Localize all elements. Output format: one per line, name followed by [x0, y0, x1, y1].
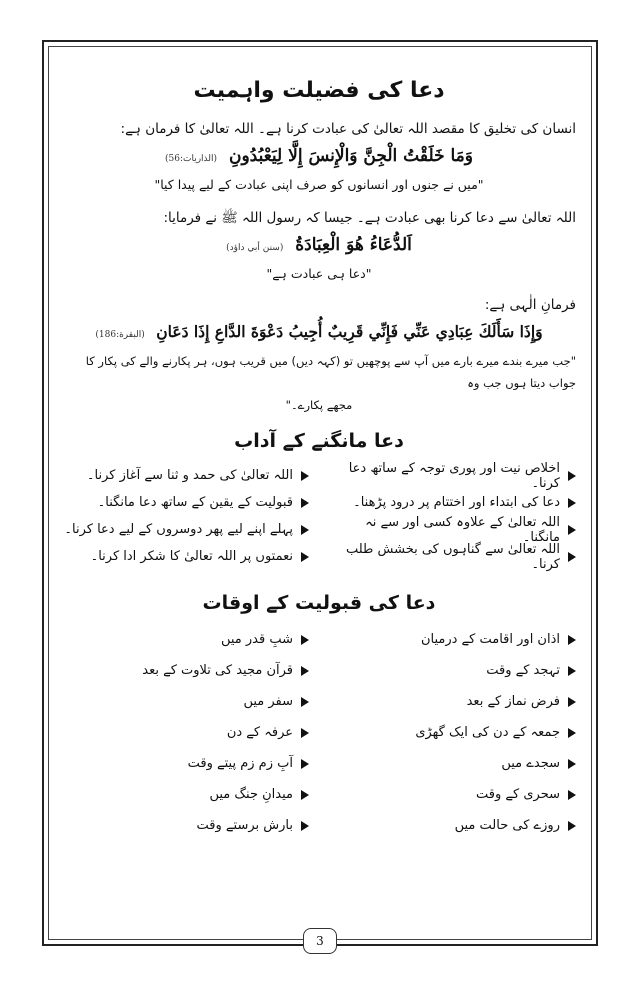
list-item: اللہ تعالیٰ کی حمد و ثنا سے آغاز کرنا۔: [62, 462, 309, 489]
list-item: دعا کی ابتداء اور اختتام پر درود پڑھنا۔: [329, 489, 576, 516]
list-item: بارش برستے وقت: [62, 810, 309, 841]
list-item: پہلے اپنے لیے پھر دوسروں کے لیے دعا کرنا۔: [62, 516, 309, 543]
arrow-icon: [301, 697, 309, 707]
arrow-icon: [301, 759, 309, 769]
list-item: سفر میں: [62, 686, 309, 717]
arrow-icon: [301, 821, 309, 831]
arrow-icon: [568, 821, 576, 831]
arrow-icon: [301, 498, 309, 508]
page-number: 3: [303, 928, 337, 954]
arrow-icon: [568, 697, 576, 707]
hadith-translation: "دعا ہی عبادت ہے": [266, 266, 372, 281]
verse-2-translation-line-2: مجھے پکارے۔": [285, 398, 353, 412]
verse-2-reference: (البقرة:186): [95, 330, 145, 340]
arrow-icon: [568, 759, 576, 769]
page-title: دعا کی فضیلت واہمیت: [193, 78, 445, 103]
hadith-intro-paragraph: اللہ تعالیٰ سے دعا کرنا بھی عبادت ہے۔ جیسا کہ رسول اللہ ﷺ نے فرمایا:: [163, 210, 576, 226]
list-item: اخلاص نیت اور پوری توجہ کے ساتھ دعا کرنا۔: [329, 462, 576, 489]
arrow-icon: [301, 728, 309, 738]
hadith-text: اَلدُّعَاءُ هُوَ الْعِبَادَةُ: [295, 235, 412, 255]
verse-2-translation-line-1: "جب میرے بندے میرے بارے میں آپ سے پوچھیں تو (کہہ دیں) میں قریب ہوں، ہر پکارنے والے کی پکار کا جواب دیتا ہوں جب وہ: [85, 354, 576, 390]
list-item: عرفہ کے دن: [62, 717, 309, 748]
list-item: میدانِ جنگ میں: [62, 779, 309, 810]
list-item: روزے کی حالت میں: [329, 810, 576, 841]
list-item: قرآن مجید کی تلاوت کے بعد: [62, 655, 309, 686]
arrow-icon: [568, 666, 576, 676]
arrow-icon: [568, 471, 576, 481]
hadith: [62, 230, 576, 263]
arrow-icon: [301, 790, 309, 800]
arrow-icon: [301, 635, 309, 645]
list-item: اذان اور اقامت کے درمیان: [329, 624, 576, 655]
arrow-icon: [568, 728, 576, 738]
arrow-icon: [301, 552, 309, 562]
arrow-icon: [568, 552, 576, 562]
verse-1-translation: "میں نے جنوں اور انسانوں کو صرف اپنی عبادت کے لیے پیدا کیا": [154, 177, 484, 192]
section-adab-title: دعا مانگنے کے آداب: [234, 430, 404, 452]
arrow-icon: [568, 525, 576, 535]
arrow-icon: [301, 525, 309, 535]
section-auqat-title: دعا کی قبولیت کے اوقات: [202, 592, 436, 614]
list-item: تہجد کے وقت: [329, 655, 576, 686]
list-item: جمعہ کے دن کی ایک گھڑی: [329, 717, 576, 748]
verse-2-intro: فرمانِ الٰہی ہے:: [484, 297, 576, 313]
adab-list: [62, 462, 576, 570]
verse-1-reference: (الذاریات:56): [164, 154, 218, 164]
list-item: فرض نماز کے بعد: [329, 686, 576, 717]
intro-paragraph: انسان کی تخلیق کا مقصد اللہ تعالیٰ کی عبادت کرنا ہے۔ اللہ تعالیٰ کا فرمان ہے:: [120, 121, 576, 137]
auqat-list: [62, 624, 576, 841]
arrow-icon: [301, 471, 309, 481]
list-item: آبِ زم زم پیتے وقت: [62, 748, 309, 779]
arrow-icon: [568, 790, 576, 800]
arrow-icon: [568, 635, 576, 645]
list-item: سحری کے وقت: [329, 779, 576, 810]
page-content: [62, 70, 576, 910]
hadith-reference: (سنن أبي داؤد): [226, 243, 284, 253]
verse-1-text: وَمَا خَلَقْتُ الْجِنَّ وَالْإِنسَ إِلَّا لِيَعْبُدُونِ: [228, 146, 473, 166]
list-item: قبولیت کے یقین کے ساتھ دعا مانگنا۔: [62, 489, 309, 516]
list-item: نعمتوں پر اللہ تعالیٰ کا شکر ادا کرنا۔: [62, 543, 309, 570]
list-item: شبِ قدر میں: [62, 624, 309, 655]
arrow-icon: [568, 498, 576, 508]
list-item: اللہ تعالیٰ سے گناہوں کی بخشش طلب کرنا۔: [329, 543, 576, 570]
arrow-icon: [301, 666, 309, 676]
verse-1: [62, 141, 576, 174]
verse-2-text: وَإِذَا سَأَلَكَ عِبَادِي عَنِّي فَإِنِّي قَرِيبٌ أُجِيبُ دَعْوَةَ الدَّاعِ إِذَا دَعَانِ: [156, 322, 543, 341]
list-item: اللہ تعالیٰ کے علاوہ کسی اور سے نہ مانگنا۔: [329, 516, 576, 543]
list-item: سجدے میں: [329, 748, 576, 779]
verse-2: [62, 317, 576, 350]
